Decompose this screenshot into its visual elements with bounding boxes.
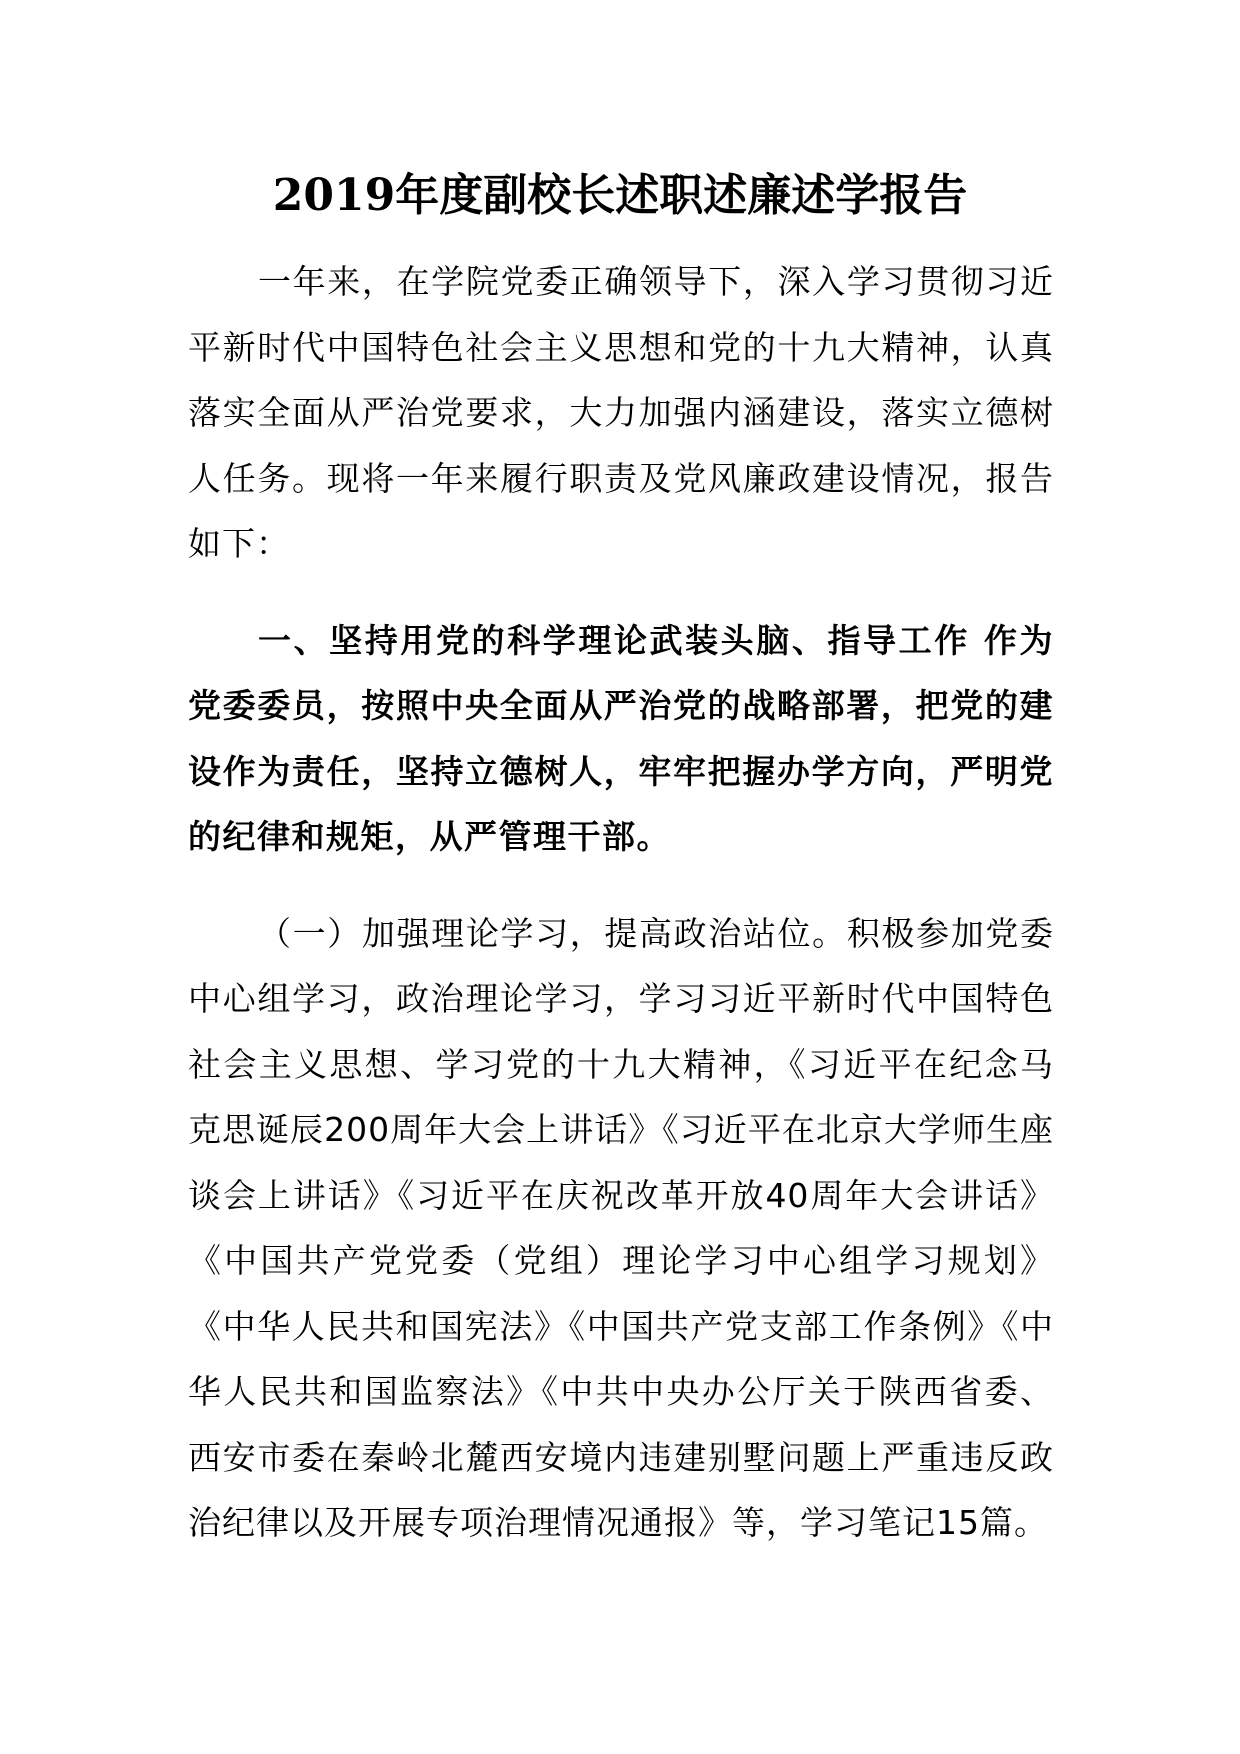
section-heading-paragraph: 一、坚持用党的科学理论武装头脑、指导工作 作为党委委员，按照中央全面从严治党的战略部署，把党的建设作为责任，坚持立德树人，牢牢把握办学方向，严明党的纪律和规矩，从严管理干部。	[188, 620, 1054, 856]
subsection-paragraph: （一）加强理论学习，提高政治站位。积极参加党委中心组学习，政治理论学习，学习习近平新时代中国特色社会主义思想、学习党的十九大精神，《习近平在纪念马克思诞辰200周年大会上讲话》《习近平在北京大学师生座谈会上讲话》《习近平在庆祝改革开放40周年大会讲话》《中国共产党党委（党组）理论学习中心组学习规划》《中华人民共和国宪法》《中国共产党支部工作条例》《中华人民共和国监察法》《中共中央办公厅关于陕西省委、西安市委在秦岭北麓西安境内违建别墅问题上严重违反政治纪律以及开展专项治理情况通报》等，学习笔记15篇。	[188, 913, 1054, 1542]
document-body	[188, 249, 1054, 1556]
document-title: 2019年度副校长述职述廉述学报告	[272, 170, 968, 221]
intro-paragraph: 一年来，在学院党委正确领导下，深入学习贯彻习近平新时代中国特色社会主义思想和党的十九大精神，认真落实全面从严治党要求，大力加强内涵建设，落实立德树人任务。现将一年来履行职责及党风廉政建设情况，报告如下：	[188, 262, 1054, 563]
